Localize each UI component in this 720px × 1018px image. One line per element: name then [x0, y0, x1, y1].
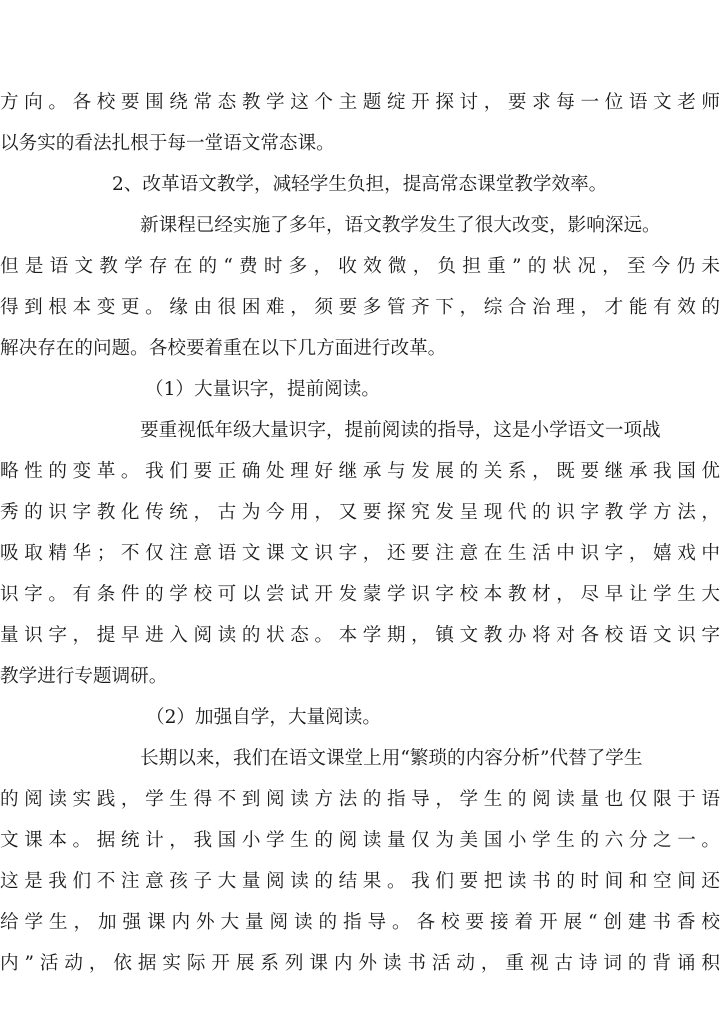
- text-line: 长期以来，我们在语文课堂上用“繁琐的内容分析”代替了学生: [140, 748, 643, 769]
- text-line: 得到根本变更。缘由很困难，须要多管齐下，综合治理，才能有效的: [0, 297, 720, 318]
- text-line: 要重视低年级大量识字，提前阅读的指导，这是小学语文一项战: [140, 420, 661, 441]
- text-line: 吸取精华；不仅注意语文课文识字，还要注意在生活中识字，嬉戏中: [0, 543, 720, 564]
- text-line: 方向。各校要围绕常态教学这个主题绽开探讨，要求每一位语文老师: [0, 92, 720, 113]
- text-line: 秀的识字教化传统，古为今用，又要探究发呈现代的识字教学方法，: [0, 502, 720, 523]
- text-line: 但是语文教学存在的“费时多，收效微，负担重”的状况，至今仍未: [0, 256, 720, 277]
- text-line: 内”活动，依据实际开展系列课内外读书活动，重视古诗词的背诵积: [0, 953, 720, 974]
- text-line: 以务实的看法扎根于每一堂语文常态课。: [0, 133, 335, 154]
- text-line: 这是我们不注意孩子大量阅读的结果。我们要把读书的时间和空间还: [0, 871, 720, 892]
- text-line: 识字。有条件的学校可以尝试开发蒙学识字校本教材，尽早让学生大: [0, 584, 720, 605]
- text-line: 新课程已经实施了多年，语文教学发生了很大改变，影响深远。: [140, 215, 661, 236]
- section-heading: 2、改革语文教学，减轻学生负担，提高常态课堂教学效率。: [112, 174, 608, 195]
- text-line: 教学进行专题调研。: [0, 666, 168, 687]
- text-line: 的阅读实践，学生得不到阅读方法的指导，学生的阅读量也仅限于语: [0, 789, 720, 810]
- text-line: 略性的变革。我们要正确处理好继承与发展的关系，既要继承我国优: [0, 461, 720, 482]
- text-line: 量识字，提早进入阅读的状态。本学期，镇文教办将对各校语文识字: [0, 625, 720, 646]
- text-line: 文课本。据统计，我国小学生的阅读量仅为美国小学生的六分之一。: [0, 830, 720, 851]
- subsection-heading: （1）大量识字，提前阅读。: [145, 379, 380, 400]
- text-line: 解决存在的问题。各校要着重在以下几方面进行改革。: [0, 338, 447, 359]
- text-line: 给学生，加强课内外大量阅读的指导。各校要接着开展“创建书香校: [0, 912, 720, 933]
- subsection-heading: （2）加强自学，大量阅读。: [146, 707, 381, 728]
